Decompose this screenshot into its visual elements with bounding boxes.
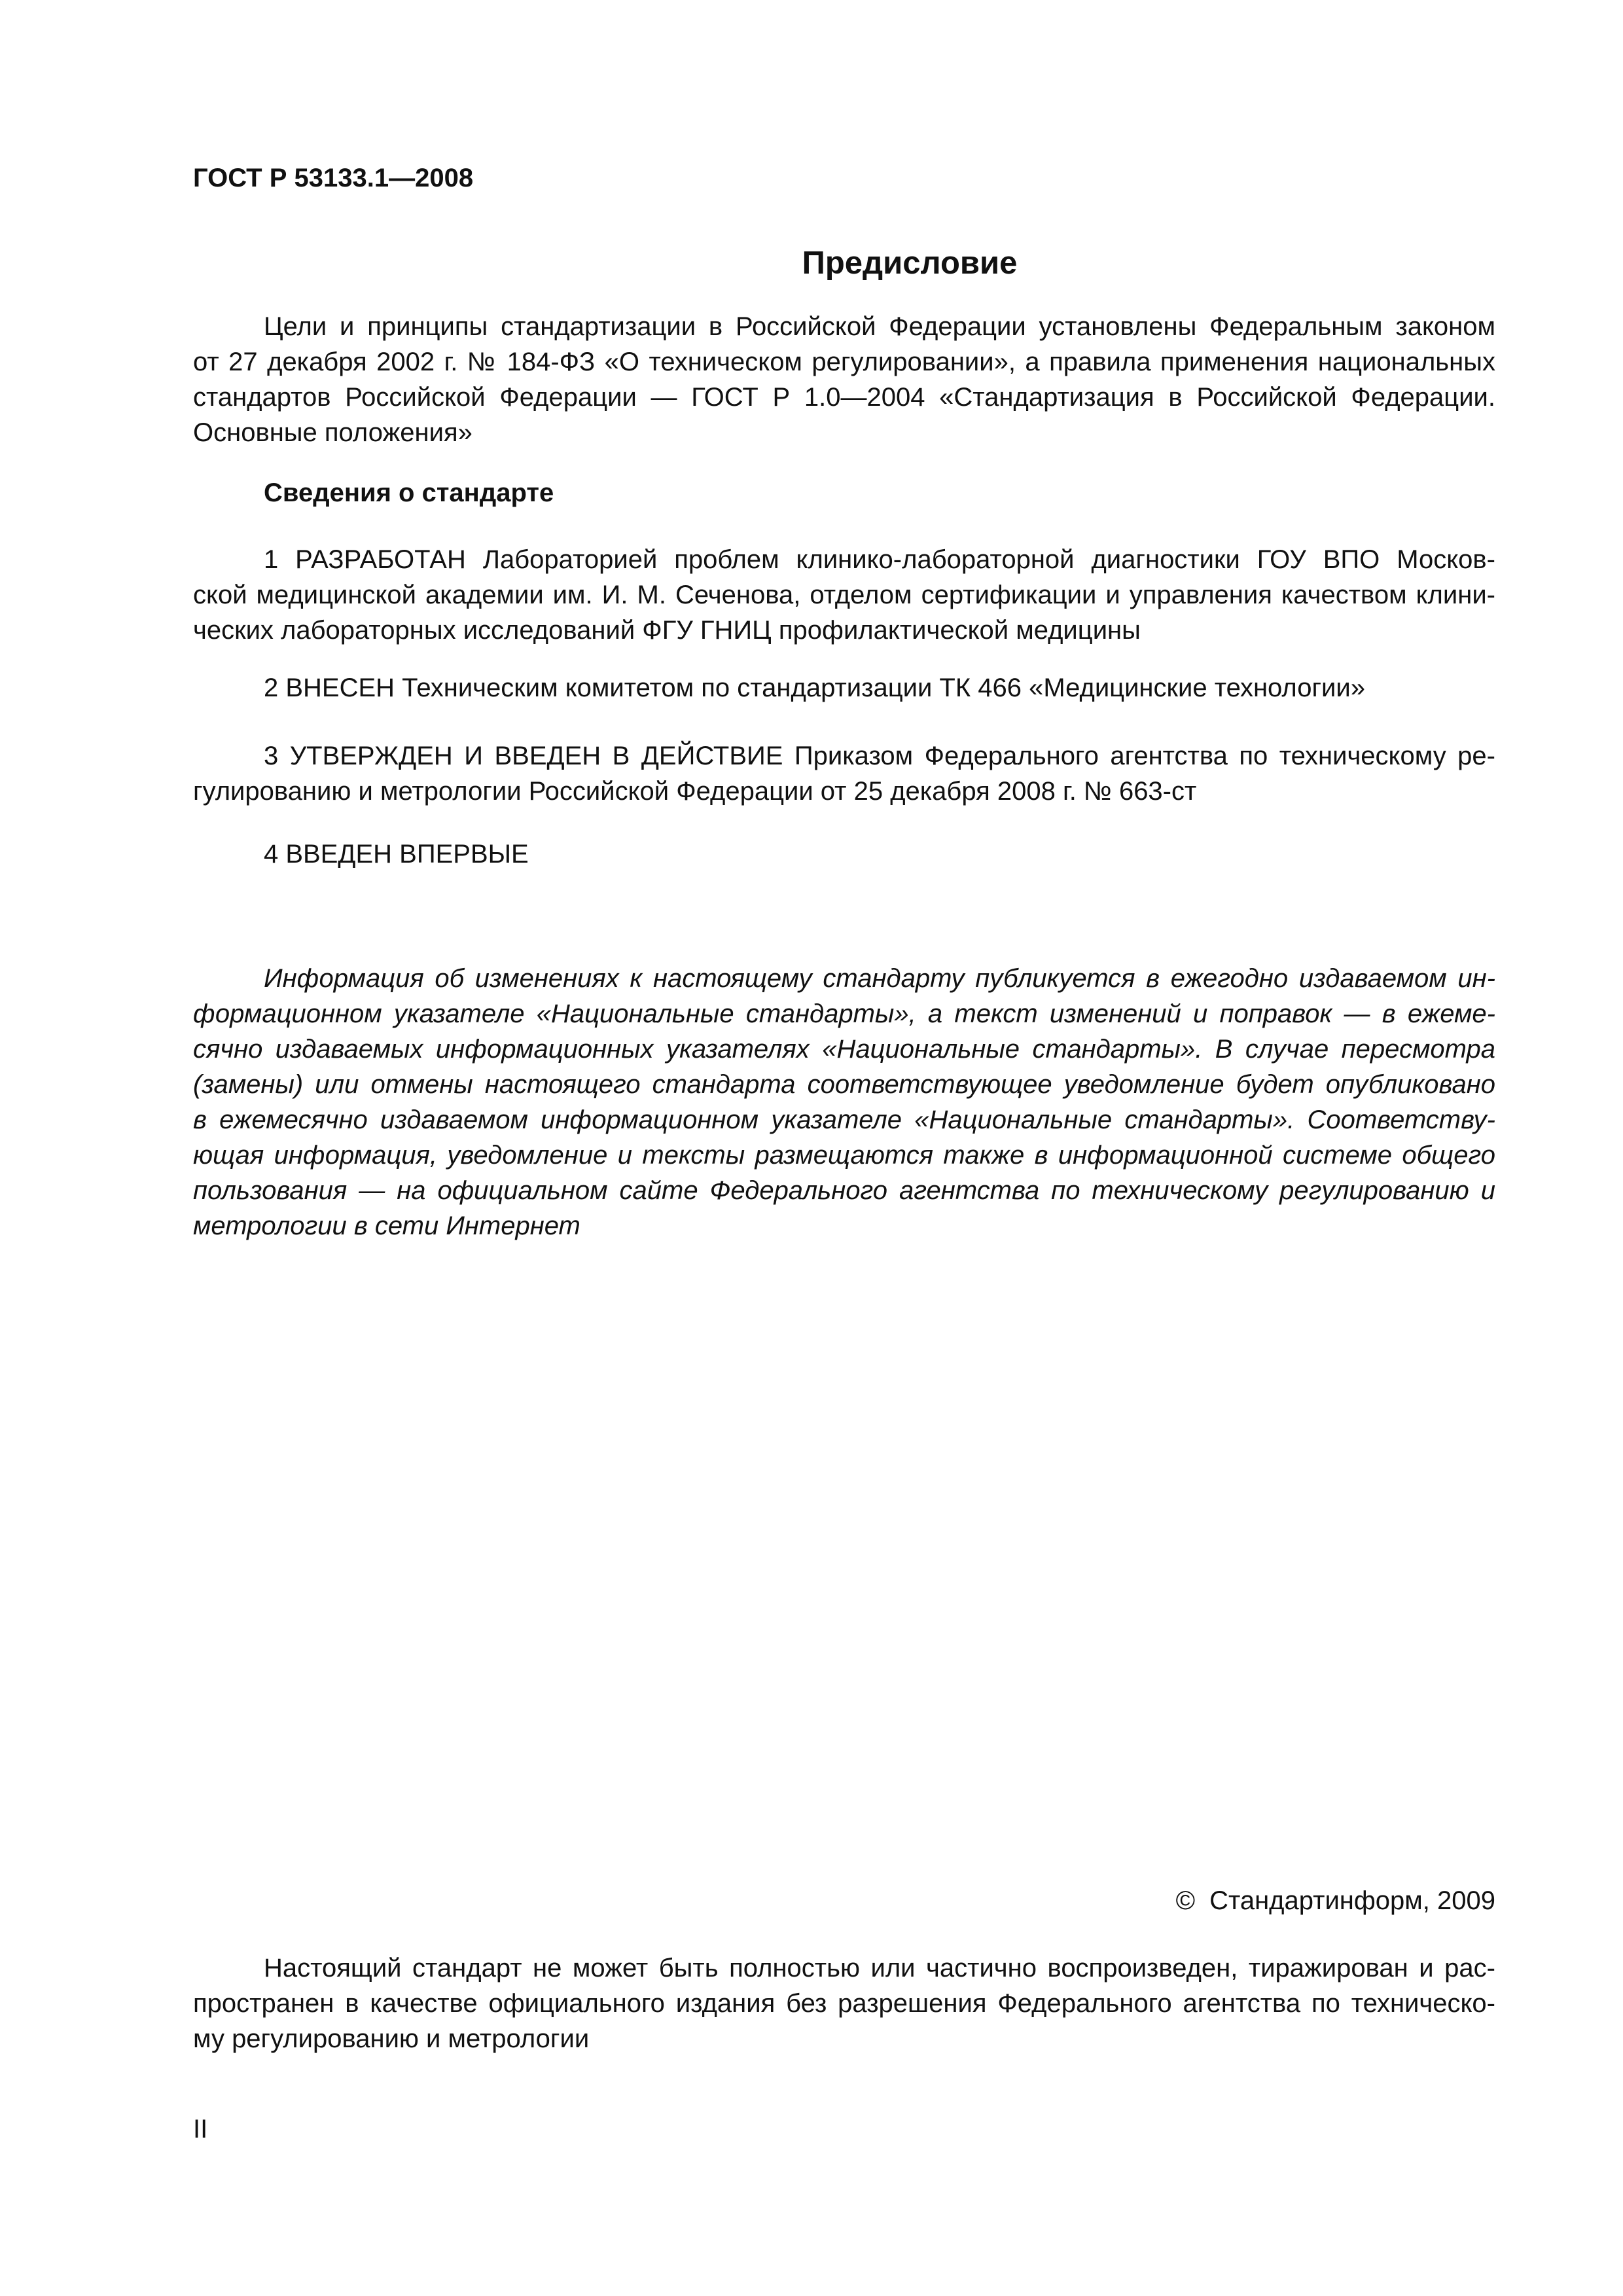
text-line: пространен в качестве официального издания без разрешения Федерального агентства по техническо- (193, 1989, 1495, 2018)
text-line: метрологии в сети Интернет (193, 1211, 580, 1240)
preface-title: Предисловие (802, 245, 1018, 281)
intro-paragraph (193, 309, 1495, 450)
item-1-developed (193, 542, 1495, 648)
text-line: от 27 декабря 2002 г. № 184-ФЗ «О техническом регулировании», а правила применения национальных (193, 348, 1495, 376)
text-line: пользования — на официальном сайте Федерального агентства по техническому регулированию и (193, 1176, 1495, 1205)
info-heading: Сведения о стандарте (264, 478, 554, 507)
item-4-introduced (193, 836, 1495, 872)
page-number: II (193, 2115, 208, 2144)
text-line: 3 УТВЕРЖДЕН И ВВЕДЕН В ДЕЙСТВИЕ Приказом Федерального агентства по техническому ре- (264, 742, 1495, 770)
text-line: (замены) или отмены настоящего стандарта соответствующее уведомление будет опубликовано (193, 1070, 1495, 1099)
copyright (1176, 1883, 1495, 1918)
text-line: Основные положения» (193, 418, 473, 447)
copyright-text: Стандартинформ, 2009 (1209, 1886, 1495, 1915)
text-line: в ежемесячно издаваемом информационном указателе «Национальные стандарты». Соответству- (193, 1105, 1495, 1134)
item-2-submitted (193, 670, 1495, 706)
reproduction-restriction (193, 1950, 1495, 2056)
text-line: Информация об изменениях к настоящему стандарту публикуется в ежегодно издаваемом ин- (264, 964, 1495, 993)
text-line: 1 РАЗРАБОТАН Лабораторией проблем клинико-лабораторной диагностики ГОУ ВПО Москов- (264, 545, 1495, 574)
text-line: Настоящий стандарт не может быть полностью или частично воспроизведен, тиражирован и рас- (264, 1954, 1495, 1982)
text-line: ской медицинской академии им. И. М. Сеченова, отделом сертификации и управления качеством клини- (193, 581, 1495, 609)
text-line: 2 ВНЕСЕН Техническим комитетом по стандартизации ТК 466 «Медицинские технологии» (264, 673, 1365, 702)
text-line: ющая информация, уведомление и тексты размещаются также в информационной системе общего (193, 1141, 1495, 1170)
item-3-approved (193, 738, 1495, 809)
text-line: Цели и принципы стандартизации в Российской Федерации установлены Федеральным законом (264, 312, 1495, 341)
text-line: формационном указателе «Национальные стандарты», а текст изменений и поправок — в ежеме- (193, 999, 1495, 1028)
text-line: гулированию и метрологии Российской Федерации от 25 декабря 2008 г. № 663-ст (193, 777, 1197, 806)
standard-designation: ГОСТ Р 53133.1—2008 (193, 164, 474, 192)
copyright-icon: © (1175, 1886, 1196, 1915)
text-line: ческих лабораторных исследований ФГУ ГНИЦ профилактической медицины (193, 616, 1141, 645)
text-line: сячно издаваемых информационных указателях «Национальные стандарты». В случае пересмотра (193, 1035, 1495, 1064)
text-line: 4 ВВЕДЕН ВПЕРВЫЕ (264, 840, 529, 869)
text-line: стандартов Российской Федерации — ГОСТ Р 1.0—2004 «Стандартизация в Российской Федерации. (193, 383, 1495, 412)
text-line: му регулированию и метрологии (193, 2024, 590, 2053)
amendments-notice (193, 961, 1495, 1244)
